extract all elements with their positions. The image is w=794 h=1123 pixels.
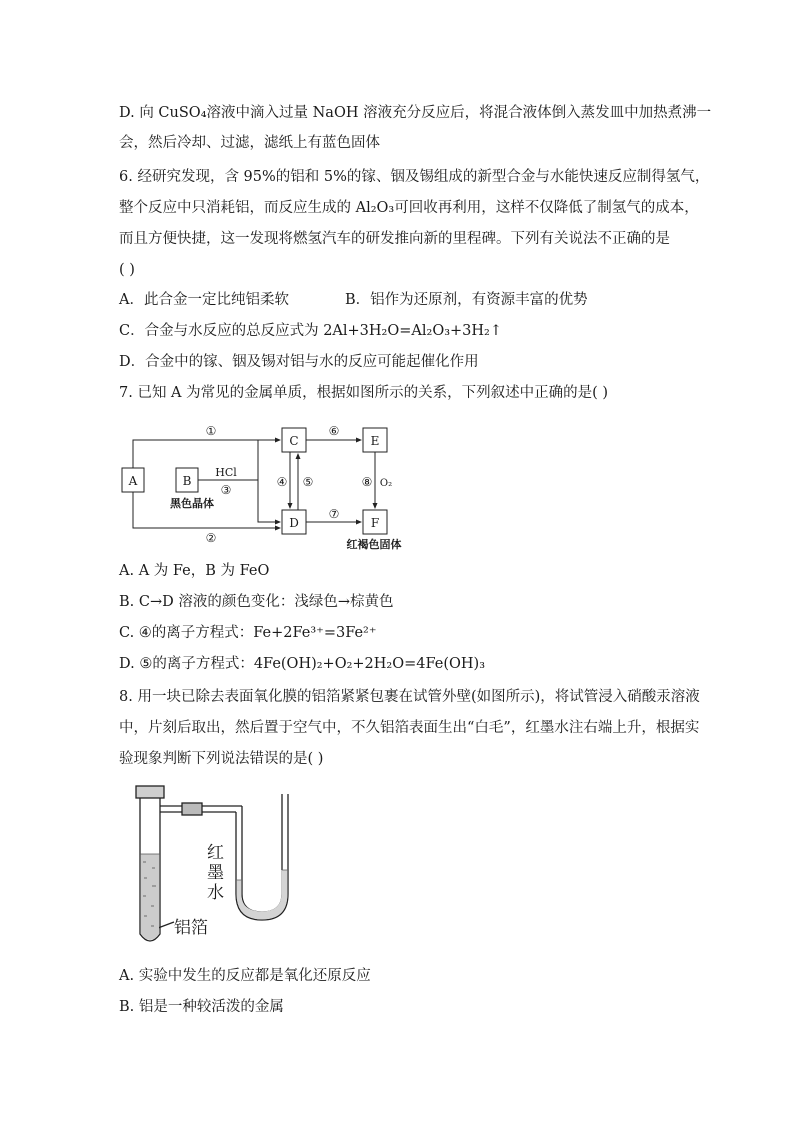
q6-option-b: B．铝作为还原剂，有资源丰富的优势 [345,292,588,308]
label-red-ink-3: 水 [207,883,224,903]
step-5-label: ⑤ [302,475,314,489]
label-red-brown-solid: 红褐色固体 [346,538,402,551]
q6-option-a: A．此合金一定比纯铝柔软 [119,292,289,308]
q7-stem: 7. 已知 A 为常见的金属单质，根据如图所示的关系，下列叙述中正确的是( ) [119,385,609,401]
q8-option-b: B. 铝是一种较活泼的金属 [119,999,284,1015]
q8-stem-line2: 中，片刻后取出，然后置于空气中，不久铝箔表面生出“白毛”，红墨水注右端上升，根据实 [119,720,700,736]
box-d-label: D [289,516,299,530]
step-8-label: ⑧ [361,475,373,489]
box-a-label: A [128,474,138,488]
q7-reaction-diagram [110,418,420,558]
label-black-crystal: 黑色晶体 [170,497,214,510]
q6-answer-blank: ( ) [119,262,135,278]
q6-option-d: D．合金中的镓、铟及锡对铝与水的反应可能起催化作用 [119,354,479,370]
q6-option-c: C．合金与水反应的总反应式为 2Al+3H₂O=Al₂O₃+3H₂↑ [119,323,503,339]
q5-option-d-line2: 会，然后冷却、过滤，滤纸上有蓝色固体 [119,135,380,151]
q8-stem-line1: 8. 用一块已除去表面氧化膜的铝箔紧紧包裹在试管外壁(如图所示)，将试管浸入硝酸汞溶液 [119,689,700,705]
label-red-ink-1: 红 [207,843,224,863]
q7-option-d: D. ⑤的离子方程式：4Fe(OH)₂+O₂+2H₂O=4Fe(OH)₃ [119,656,486,672]
q5-option-d-line1: D. 向 CuSO₄溶液中滴入过量 NaOH 溶液充分反应后，将混合液体倒入蒸发皿中加热煮沸一 [119,105,712,121]
o2-label: O₂ [379,478,393,489]
label-aluminum-foil: 铝箔 [174,918,208,938]
q6-stem-line3: 而且方便快捷，这一发现将燃氢汽车的研发推向新的里程碑。下列有关说法不正确的是 [119,231,670,247]
q7-option-a: A. A 为 Fe，B 为 FeO [119,563,270,579]
step-7-label: ⑦ [328,507,340,521]
q6-stem-line1: 6. 经研究发现，含 95%的铝和 5%的镓、铟及锡组成的新型合金与水能快速反应制得氢气， [119,169,710,185]
q7-option-b: B. C→D 溶液的颜色变化：浅绿色→棕黄色 [119,594,394,610]
box-c-label: C [289,434,299,448]
box-e-label: E [370,434,380,448]
step-6-label: ⑥ [328,424,340,438]
q8-stem-line3: 验现象判断下列说法错误的是( ) [119,751,324,767]
box-b-label: B [182,474,192,488]
label-red-ink-2: 墨 [207,863,224,883]
q6-stem-line2: 整个反应中只消耗铝，而反应生成的 Al₂O₃可回收再利用，这样不仅降低了制氢气的成本， [119,200,699,216]
hcl-label: HCl [215,466,237,479]
q7-option-c: C. ④的离子方程式：Fe+2Fe³⁺=3Fe²⁺ [119,625,377,641]
q8-apparatus-diagram [130,782,310,952]
q8-option-a: A. 实验中发生的反应都是氧化还原反应 [119,968,371,984]
step-2-label: ② [205,531,217,545]
box-f-label: F [370,516,380,530]
step-4-label: ④ [276,475,288,489]
step-3-label: ③ [220,483,232,497]
step-1-label: ① [205,424,217,438]
